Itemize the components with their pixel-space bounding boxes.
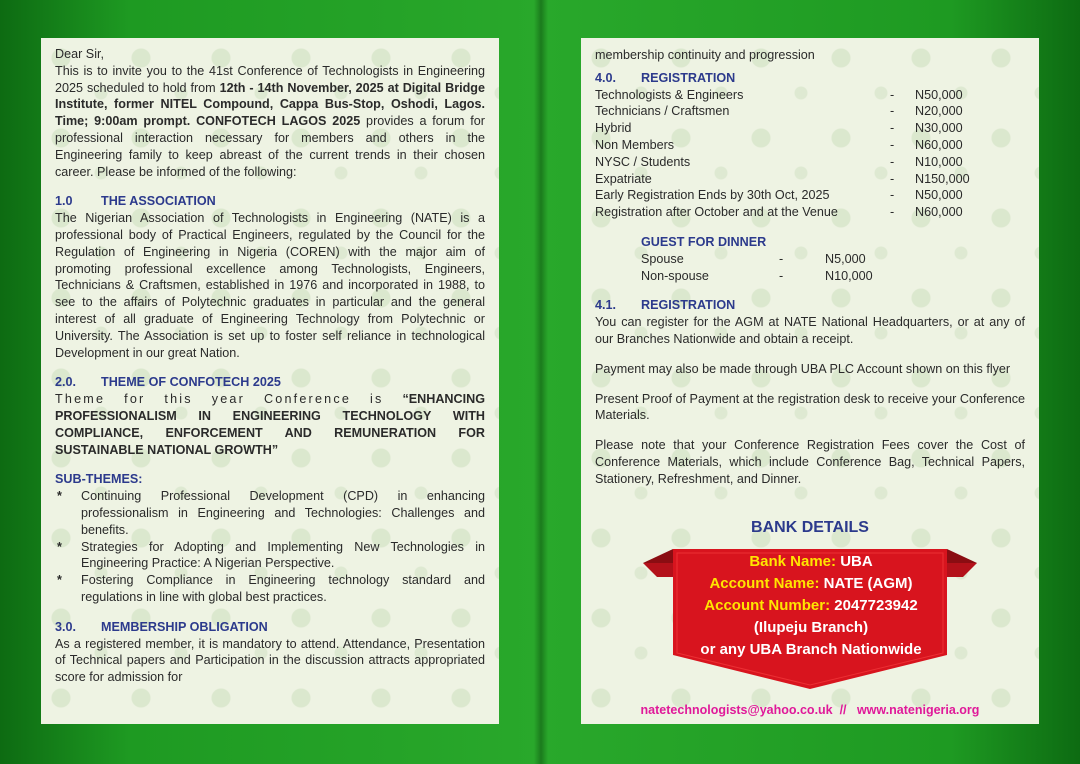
table-row: Spouse - N5,000 [641, 251, 866, 266]
list-item: * Strategies for Adopting and Implementing New Technologies in Engineering Practice: A Nigerian Perspective. [55, 539, 485, 573]
bank-name-line: Bank Name: UBA [749, 553, 873, 570]
list-item: * Fostering Compliance in Engineering technology standard and regulations in line with global best practices. [55, 572, 485, 606]
proof-paragraph: Present Proof of Payment at the registration desk to receive your Conference Materials. [595, 391, 1025, 423]
continuation-text: membership continuity and progression [595, 48, 815, 62]
fees-table [595, 87, 1025, 221]
intro-paragraph: This is to invite you to the 41st Conference of Technologists in Engineering 2025 scheduled to hold from 12th - 14th November, 2025 at Digital Bridge Institute, former NITEL Compound, Cappa Bus-Stop, Oshodi, Lagos. Time; 9:00am prompt. CONFOTECH LAGOS 2025 provides a forum for professional interaction necessary for members and others in the Engineering family to keep abreast of the current trends in their chosen career. Please be informed of the following: [55, 63, 485, 179]
account-name-line: Account Name: NATE (AGM) [709, 575, 913, 592]
table-row: Hybrid - N30,000 [595, 121, 963, 136]
dinner-heading: GUEST FOR DINNER [641, 234, 767, 249]
bank-text [671, 551, 951, 661]
contact-line [581, 702, 1039, 719]
bank-ribbon [581, 543, 1039, 693]
center-fold [534, 0, 548, 764]
section-registration-heading: 4.0. REGISTRATION [595, 70, 736, 85]
alt-branch-line: or any UBA Branch Nationwide [700, 641, 922, 658]
section-theme-heading: 2.0. THEME OF CONFOTECH 2025 [55, 375, 281, 390]
list-item: * Continuing Professional Development (CPD) in enhancing professionalism in Engineering and Technologies: Challenges and benefits. [55, 488, 485, 538]
table-row: Early Registration Ends by 30th Oct, 2025 - N50,000 [595, 188, 963, 203]
payment-paragraph: Payment may also be made through UBA PLC Account shown on this flyer [595, 361, 1011, 376]
subthemes-heading: SUB-THEMES: [55, 472, 143, 487]
fees-note-paragraph: Please note that your Conference Registration Fees cover the Cost of Conference Materials, which include Conference Bag, Technical Papers, Stationery, Refreshment, and Dinner. [595, 438, 1025, 486]
table-row: Non-spouse - N10,000 [641, 268, 873, 283]
table-row: Technicians / Craftsmen - N20,000 [595, 104, 963, 119]
association-body: The Nigerian Association of Technologists in Engineering (NATE) is a professional body of Practical Engineers, regulated by the Council for the Regulation of Engineering in Nigeria (COREN) with the major aim of promoting professional excellence among Technologists, Engineers, Technicians & Craftsmen, established in 1976 and incorporated in 1988, to see to the affairs of Polytechnic graduates in particular and the general interest of all graduate of Engineering Technology from Polytechnic or University. The Association is set up to foster self reliance in technological Development in our great Nation. [55, 211, 485, 360]
section-registration2-heading: 4.1. REGISTRATION [595, 298, 736, 313]
section-membership-heading: 3.0. MEMBERSHIP OBLIGATION [55, 619, 268, 634]
left-page [41, 38, 499, 724]
account-number-line: Account Number: 2047723942 [704, 597, 918, 614]
subthemes-list [55, 488, 485, 606]
contact-separator: // [839, 703, 847, 717]
email-link[interactable]: natetechnologists@yahoo.co.uk [640, 703, 833, 717]
table-row: Non Members - N60,000 [595, 137, 963, 152]
bank-details-title: BANK DETAILS [751, 519, 869, 536]
dinner-table [641, 234, 1025, 284]
membership-body: As a registered member, it is mandatory to attend. Attendance, Presentation of Technical papers and Participation in the discussion attracts appropriated score for admission for [55, 636, 485, 685]
table-row: Expatriate - N150,000 [595, 171, 970, 186]
section-association-heading: 1.0 THE ASSOCIATION [55, 194, 216, 209]
right-page [581, 38, 1039, 724]
greeting: Dear Sir, [55, 47, 104, 61]
registration-paragraph: You can register for the AGM at NATE National Headquarters, or at any of our Branches Nationwide and obtain a receipt. [595, 315, 1025, 346]
table-row: Registration after October and at the Venue - N60,000 [595, 205, 963, 220]
theme-body: Theme for this year Conference is “ENHANCING PROFESSIONALISM IN ENGINEERING TECHNOLOGY WITH COMPLIANCE, ENFORCEMENT AND REMUNERATION FOR SUSTAINABLE NATIONAL GROWTH” [55, 392, 485, 457]
website-link[interactable]: www.natenigeria.org [856, 703, 980, 717]
table-row: Technologists & Engineers - N50,000 [595, 87, 963, 102]
branch-line: (Ilupeju Branch) [753, 619, 869, 636]
table-row: NYSC / Students - N10,000 [595, 154, 963, 169]
